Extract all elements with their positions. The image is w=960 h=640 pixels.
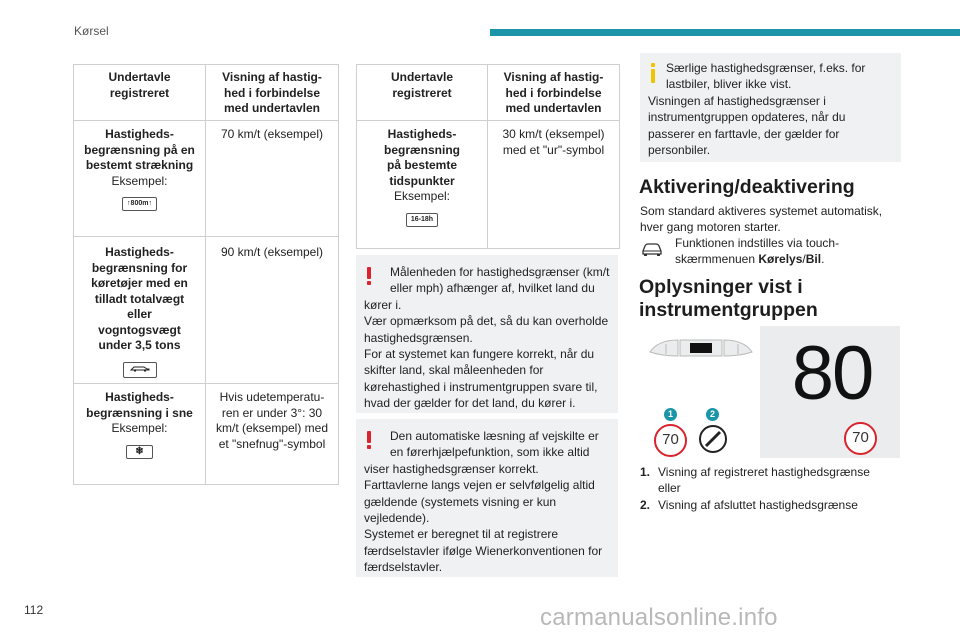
row-label: Hastigheds-begrænsning i sne [86, 390, 193, 420]
row-label: Hastigheds-begrænsning på bestemte tidspunkter [383, 127, 460, 188]
row-sublabel: Eksempel: [111, 173, 168, 188]
column-header: Visning af hastig-hed i forbindelse med undertavlen [222, 70, 322, 115]
row-value: 30 km/t (eksempel) med et "ur"-symbol [502, 127, 605, 157]
table-row [357, 121, 619, 249]
distance-panel-icon: ↑800m↑ [122, 197, 157, 211]
row-value: Hvis udetemperatu-ren er under 3°: 30 km/t (eksempel) med et "snefnug"-symbol [215, 390, 329, 451]
activation-touch-text: Funktionen indstilles via touch-skærmmenuen Kørelys/Bil. [675, 236, 840, 267]
snowflake-panel-icon: ❄ [126, 445, 152, 459]
watermark: carmanualsonline.info [540, 604, 778, 631]
callout-badge-1: 1 [664, 408, 677, 421]
table-header-row [74, 65, 338, 121]
activation-body: Som standard aktiveres systemet automatisk, hver gang motoren starter. [640, 204, 883, 235]
table-header-row [357, 65, 619, 121]
column-header: Undertavle registreret [390, 70, 454, 100]
speed-limit-sign-cluster: 70 [844, 422, 877, 455]
info-text: Visningen af hastighedsgrænser i instrumentgruppen opdateres, når du passerer en farttavle, der gælder for personbiler. [648, 93, 846, 158]
warning-text-first: Den automatiske læsning af vejskilte er en førerhjælpefunktion, som ikke altid [390, 429, 599, 460]
section-heading-activation: Aktivering/deaktivering [639, 176, 855, 198]
cluster-top-strip [648, 334, 754, 360]
time-panel-icon: 16-18h [406, 213, 438, 227]
sub-sign-table-2 [356, 64, 620, 249]
list-number: 1. [640, 465, 651, 479]
sub-sign-table-1 [73, 64, 339, 485]
menu-name: Kørelys [758, 252, 803, 267]
warning-text: viser hastighedsgrænser korrekt. Farttavlerne langs vejen er selvfølgelig altid gældende (systemets visning er kun vejledende). Systemet er beregnet til at registrere færdselstavler ifølge Wienerkonventionen for færdselstavler. [364, 461, 603, 575]
vehicle-weight-panel-icon [123, 362, 157, 378]
list-text: Visning af afsluttet hastighedsgrænse [658, 498, 858, 512]
list-item [640, 497, 890, 513]
row-label: Hastigheds-begrænsning for køretøjer med en tilladt totalvægt eller vogntogsvægt under 3,5 tons [91, 245, 188, 352]
table-row [74, 384, 338, 485]
warning-icon [367, 267, 371, 284]
car-icon [641, 242, 663, 261]
table-row [74, 121, 338, 237]
section-heading-info-display: Oplysninger vist i instrumentgruppen [639, 276, 818, 321]
callout-badge-2: 2 [706, 408, 719, 421]
info-text-first: Særlige hastighedsgrænser, f.eks. for lastbiler, bliver ikke vist. [666, 61, 866, 92]
header-accent-bar [490, 29, 960, 36]
warning-note-1 [356, 255, 618, 413]
list-number: 2. [640, 498, 651, 512]
page-number: 112 [24, 603, 44, 617]
row-sublabel: Eksempel: [393, 189, 451, 203]
row-value: 70 km/t (eksempel) [220, 127, 324, 141]
list-item [640, 464, 890, 497]
instrument-cluster-illustration [648, 326, 900, 458]
list-text: Visning af registreret hastighedsgrænse eller [658, 465, 870, 496]
info-icon [651, 63, 655, 83]
warning-icon [367, 431, 371, 448]
section-title: Kørsel [74, 24, 109, 38]
speed-limit-sign: 70 [654, 424, 687, 457]
column-header: Visning af hastig-hed i forbindelse med undertavlen [503, 70, 604, 115]
warning-text-first: Målenheden for hastighedsgrænser (km/t eller mph) afhænger af, hvilket land du [390, 265, 610, 296]
row-value: 90 km/t (eksempel) [220, 245, 324, 259]
end-of-limit-sign [699, 425, 727, 453]
info-note [640, 53, 901, 162]
menu-item-name: Bil [805, 252, 822, 267]
warning-note-2 [356, 419, 618, 577]
column-header: Undertavle registreret [108, 70, 171, 100]
row-sublabel: Eksempel: [111, 421, 168, 435]
warning-text: kører i. Vær opmærksom på det, så du kan overholde hastighedsgrænsen. For at systemet kan fungere korrekt, når du skifter land, skal måleenheden for kørehastighed i instrumentgruppen svare til, hvad der gælder for det land, du kører i. [364, 297, 609, 411]
cluster-speed-readout: 80 [791, 331, 873, 416]
table-row [74, 237, 338, 384]
row-label: Hastigheds-begrænsning på en bestemt strækning [84, 127, 195, 172]
